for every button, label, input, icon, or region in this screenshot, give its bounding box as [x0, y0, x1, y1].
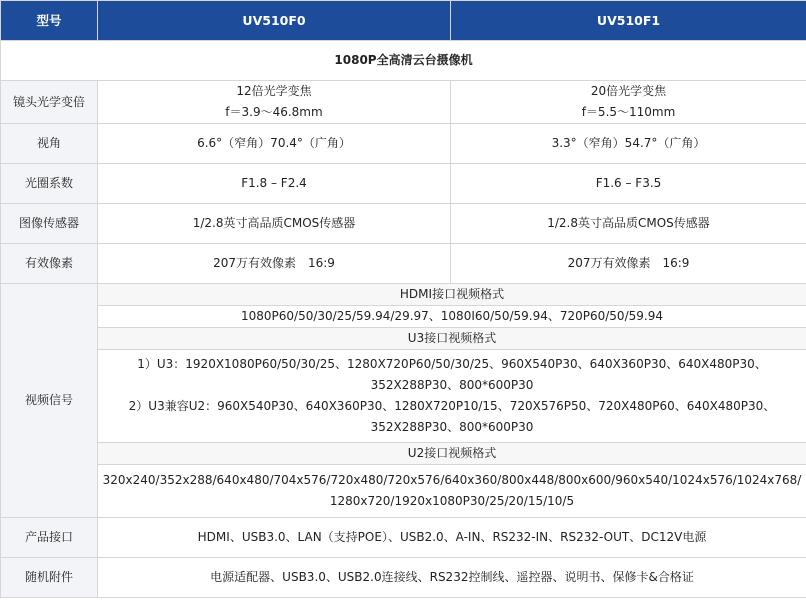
aperture-label: 光圈系数 — [1, 164, 98, 204]
header-uv510f1: UV510F1 — [451, 1, 806, 41]
video-label: 视频信号 — [1, 284, 98, 518]
aperture-row — [1, 164, 806, 204]
zoom-f1 — [451, 81, 806, 124]
accessories-row — [1, 558, 806, 598]
video-u2-title-row — [1, 443, 806, 465]
u2-formats: 320x240/352x288/640x480/704x576/720x480/720x576/640x360/800x448/800x600/960x540/1024x576/1024x768/1280x720/1920x1080P30/25/20/15/10/5 — [98, 465, 806, 518]
zoom-f0-line1: 12倍光学变焦 — [236, 84, 312, 98]
video-u3-title-row — [1, 328, 806, 350]
aperture-f0: F1.8 – F2.4 — [98, 164, 451, 204]
u3-format-title: U3接口视频格式 — [98, 328, 806, 350]
sensor-f0: 1/2.8英寸高品质CMOS传感器 — [98, 204, 451, 244]
header-model-label: 型号 — [1, 1, 98, 41]
zoom-f0 — [98, 81, 451, 124]
sensor-f1: 1/2.8英寸高品质CMOS传感器 — [451, 204, 806, 244]
header-row — [1, 1, 806, 41]
video-hdmi-title-row — [1, 284, 806, 306]
video-hdmi-formats-row — [1, 306, 806, 328]
view-angle-row — [1, 124, 806, 164]
zoom-row — [1, 81, 806, 124]
hdmi-format-title: HDMI接口视频格式 — [98, 284, 806, 306]
video-u3-formats-row — [1, 350, 806, 443]
interfaces-value: HDMI、USB3.0、LAN（支持POE）、USB2.0、A-IN、RS232-IN、RS232-OUT、DC12V电源 — [98, 518, 806, 558]
u3-formats-line4: 352X288P30、800*600P30 — [370, 420, 534, 434]
zoom-label: 镜头光学变倍 — [1, 81, 98, 124]
section-title: 1080P全高清云台摄像机 — [1, 41, 806, 81]
zoom-f0-line2: f＝3.9～46.8mm — [225, 105, 323, 119]
video-u2-formats-row — [1, 465, 806, 518]
zoom-f1-line2: f＝5.5～110mm — [581, 105, 676, 119]
pixels-row — [1, 244, 806, 284]
pixels-label: 有效像素 — [1, 244, 98, 284]
hdmi-formats: 1080P60/50/30/25/59.94/29.97、1080I60/50/59.94、720P60/50/59.94 — [98, 306, 806, 328]
pixels-f1: 207万有效像素 16:9 — [451, 244, 806, 284]
view-angle-f1: 3.3°（窄角）54.7°（广角） — [451, 124, 806, 164]
accessories-label: 随机附件 — [1, 558, 98, 598]
sensor-row — [1, 204, 806, 244]
sensor-label: 图像传感器 — [1, 204, 98, 244]
u3-formats-line3: 2）U3兼容U2：960X540P30、640X360P30、1280X720P10/15、720X576P50、720X480P60、640X480P30、 — [128, 399, 776, 413]
u2-format-title: U2接口视频格式 — [98, 443, 806, 465]
header-uv510f0: UV510F0 — [98, 1, 451, 41]
interfaces-label: 产品接口 — [1, 518, 98, 558]
aperture-f1: F1.6 – F3.5 — [451, 164, 806, 204]
u3-formats-line1: 1）U3：1920X1080P60/50/30/25、1280X720P60/50/30/25、960X540P30、640X360P30、640X480P30、 — [137, 357, 767, 371]
u3-formats — [98, 350, 806, 443]
view-angle-f0: 6.6°（窄角）70.4°（广角） — [98, 124, 451, 164]
zoom-f1-line1: 20倍光学变焦 — [590, 84, 667, 98]
view-angle-label: 视角 — [1, 124, 98, 164]
pixels-f0: 207万有效像素 16:9 — [98, 244, 451, 284]
interfaces-row — [1, 518, 806, 558]
u3-formats-line2: 352X288P30、800*600P30 — [370, 378, 534, 392]
accessories-value: 电源适配器、USB3.0、USB2.0连接线、RS232控制线、遥控器、说明书、保修卡&合格证 — [98, 558, 806, 598]
section-row — [1, 41, 806, 81]
